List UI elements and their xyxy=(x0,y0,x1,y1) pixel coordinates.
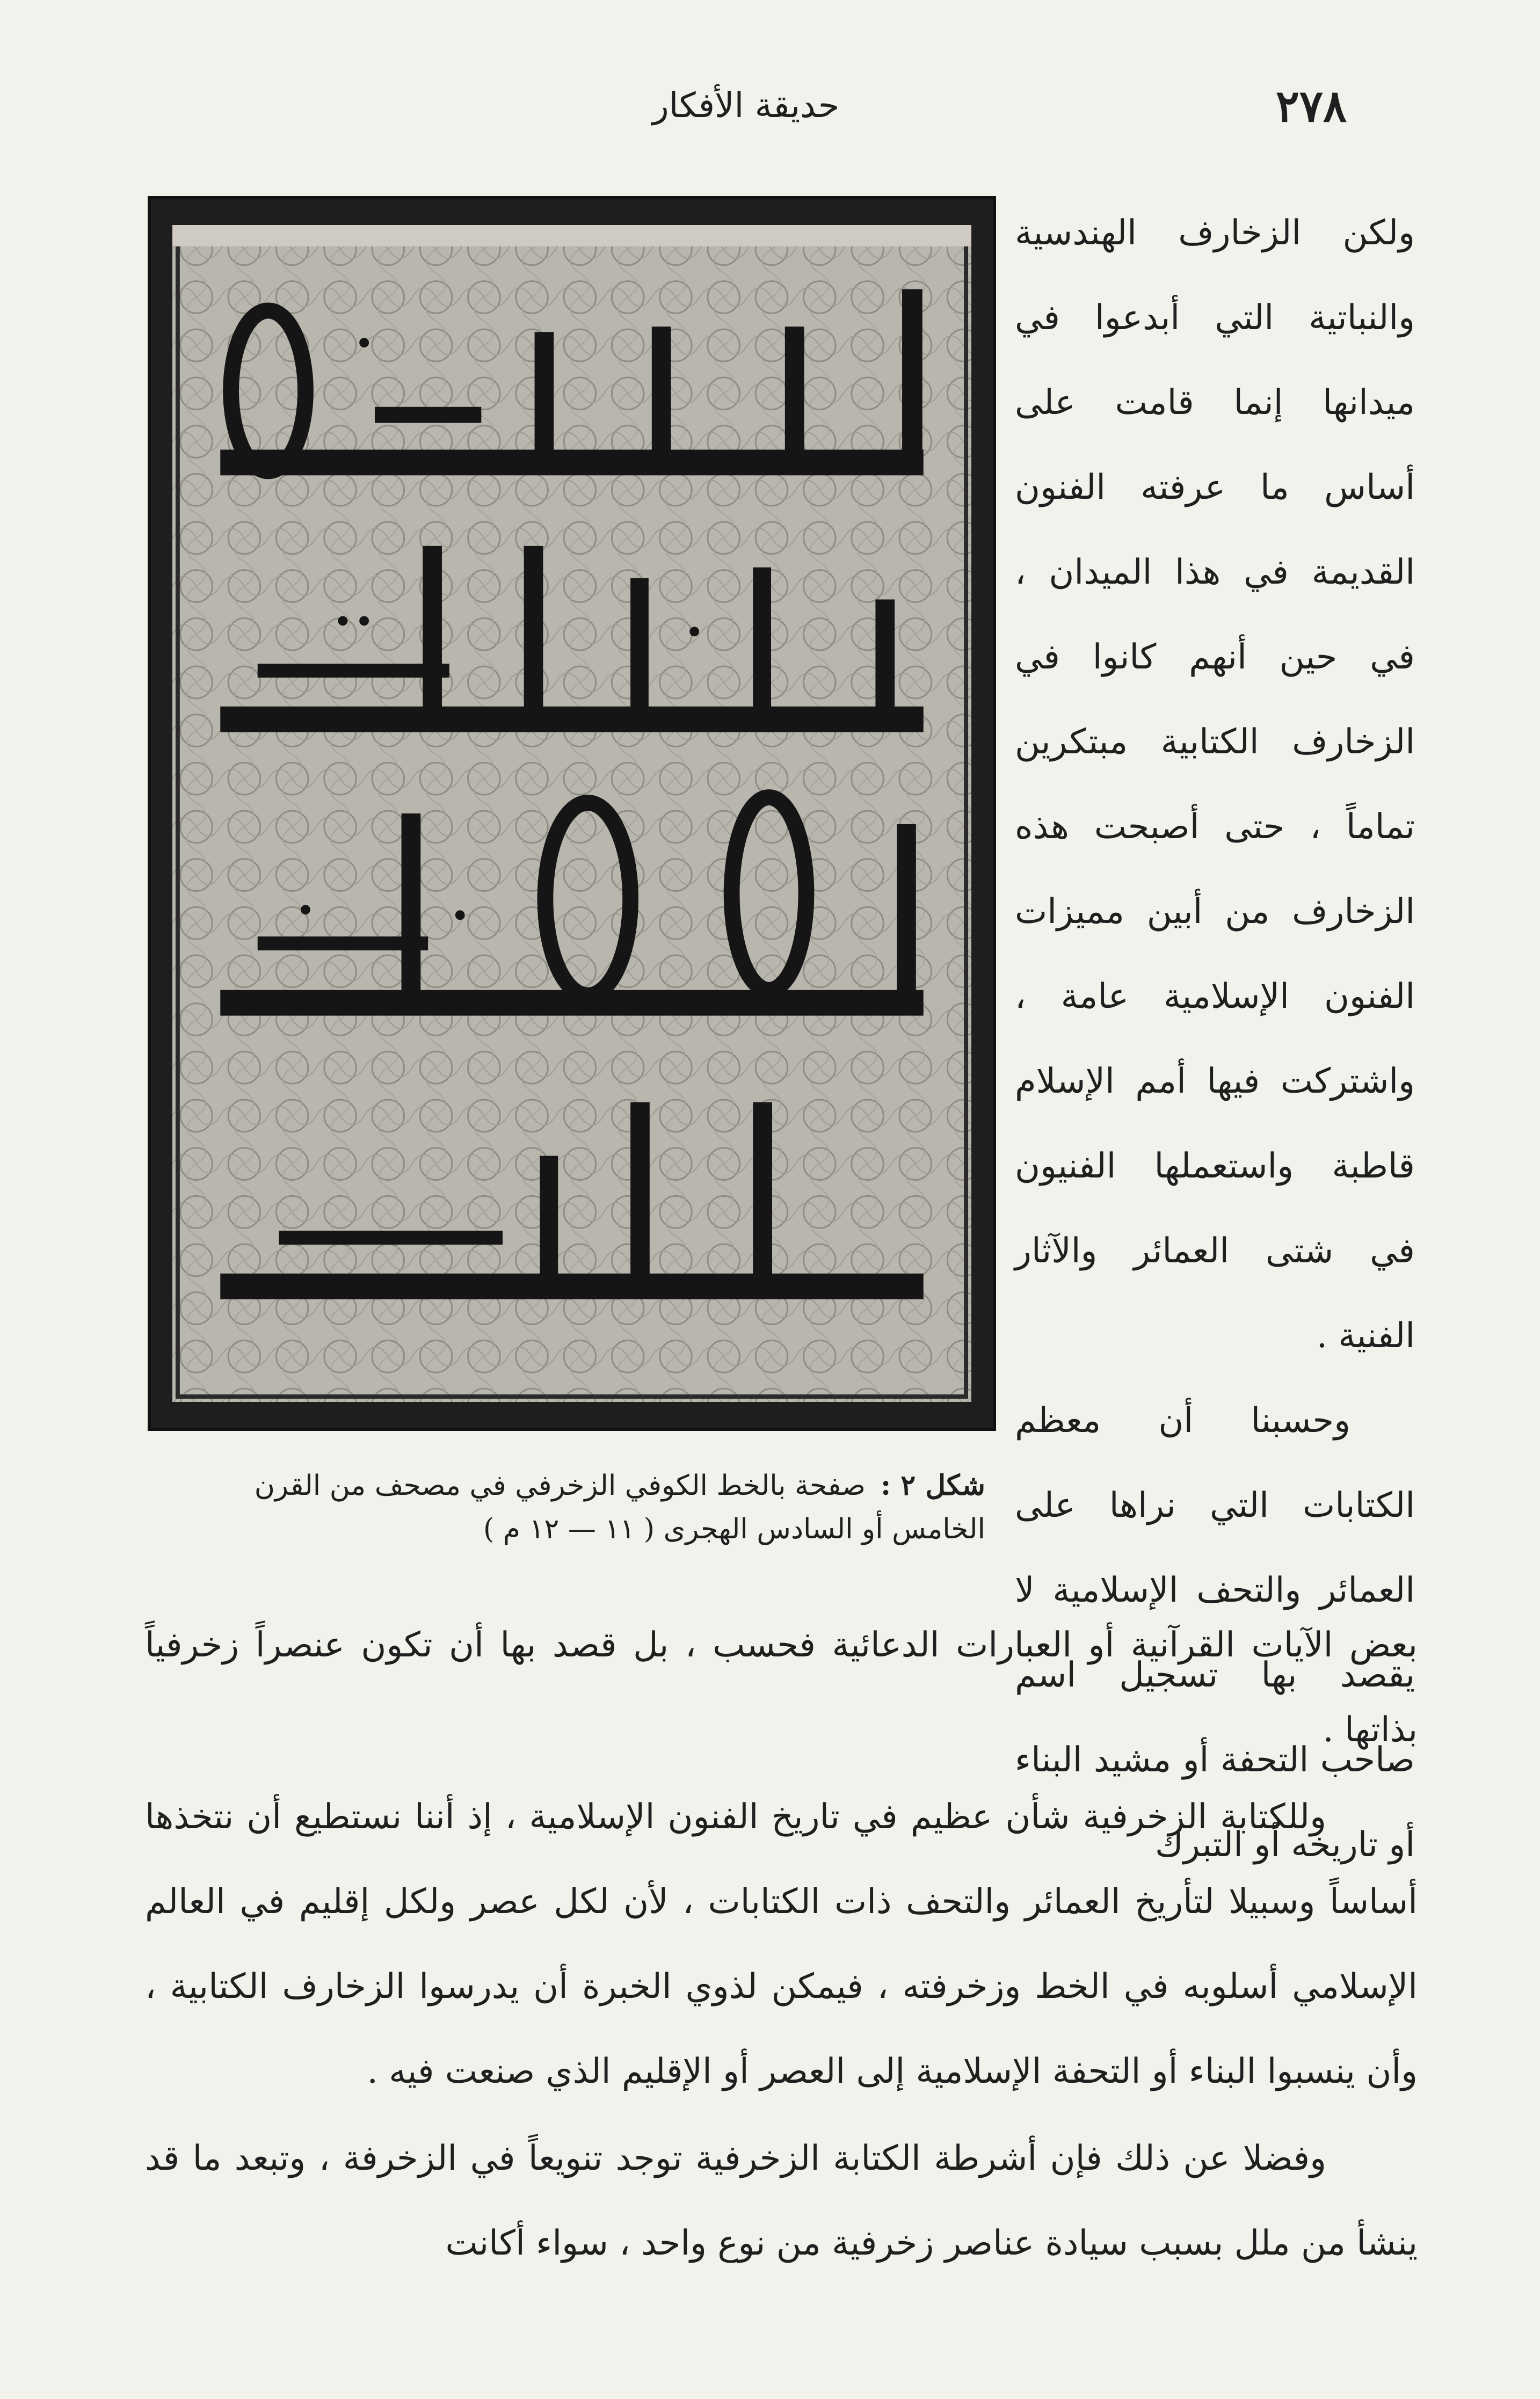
figure-label: شكل ٢ : xyxy=(880,1469,985,1502)
paragraph: وفضلا عن ذلك فإن أشرطة الكتابة الزخرفية توجد تنويعاً في الزخرفة ، وتبعد ما قد ينشأ من ملل بسبب سيادة عناصر زخرفية من نوع واحد ، سواء أكانت xyxy=(145,2139,1418,2263)
paragraph: وللكتابة الزخرفية شأن عظيم في تاريخ الفنون الإسلامية ، إذ أننا نستطيع أن نتخذها أساساً وسبيلا لتأريخ العمائر والتحف ذات الكتابات ، لأن لكل عصر ولكل إقليم في العالم الإسلامي أسلوبه في الخط وزخرفته ، فيمكن لذوي الخبرة أن يدرسوا الزخارف الكتابية ، وأن ينسبوا البناء أو التحفة الإسلامية إلى العصر أو الإقليم الذي صنعت فيه . xyxy=(145,1797,1418,2091)
page-header xyxy=(145,81,1347,145)
figure-caption xyxy=(148,1464,996,1551)
paragraph: بعض الآيات القرآنية أو العبارات الدعائية فحسب ، بل قصد بها أن تكون عنصراً زخرفياً بذاتها . xyxy=(145,1625,1418,1750)
figure xyxy=(148,196,996,1551)
kufic-manuscript-plate xyxy=(148,196,996,1431)
paragraph: ولكن الزخارف الهندسية والنباتية التي أبدعوا في ميدانها إنما قامت على أساس ما عرفته الفنون القديمة في هذا الميدان ، في حين أنهم كانوا في الزخارف الكتابية مبتكرين تماماً ، حتى أصبحت هذه الزخارف من أبين مميزات الفنون الإسلامية عامة ، واشتركت فيها أمم الإسلام قاطبة واستعملها الفنيون في شتى العمائر والآثار الفنية . xyxy=(1015,213,1415,1356)
paragraph: وحسبنا أن معظم الكتابات التي نراها على العمائر والتحف الإسلامية لا يقصد بها تسجيل اسم صاحب التحفة أو مشيد البناء أو تاريخه أو التبرك xyxy=(1015,1401,1415,1865)
page-number: ٢٧٨ xyxy=(1275,81,1347,132)
figure-caption-text: صفحة بالخط الكوفي الزخرفي في مصحف من القرن الخامس أو السادس الهجرى ( ١١ — ١٢ م ) xyxy=(254,1470,985,1545)
running-title: حديقة الأفكار xyxy=(652,86,840,126)
body-text xyxy=(145,1603,1418,2286)
kufic-calligraphy-image xyxy=(172,225,971,1402)
